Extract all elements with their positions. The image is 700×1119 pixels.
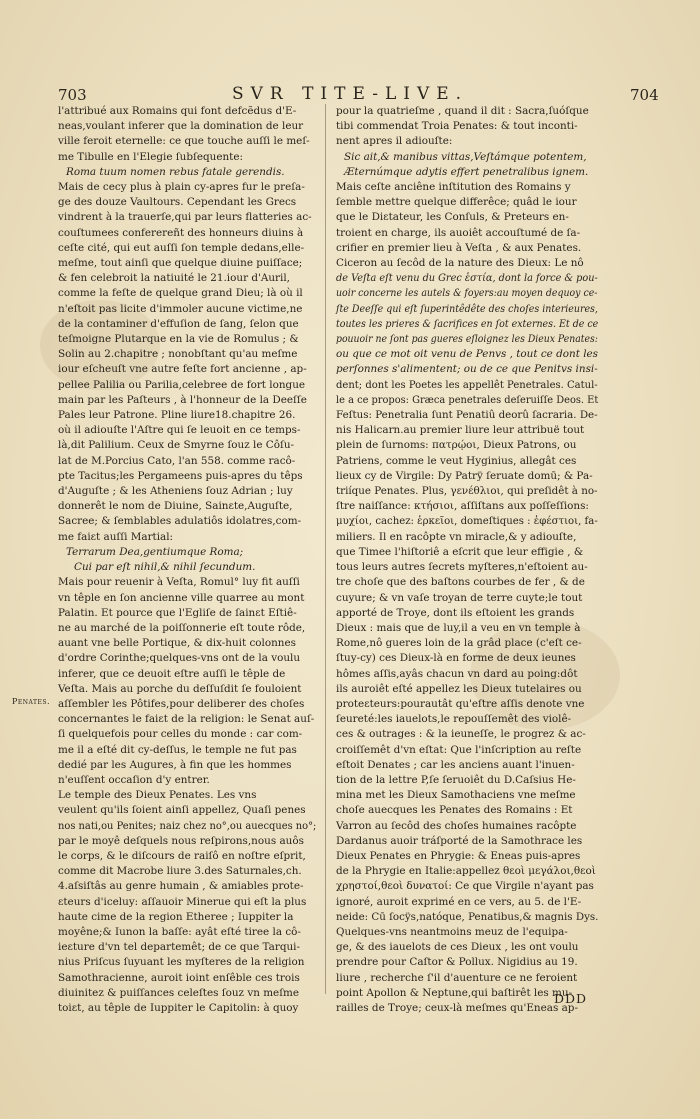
text-line: railles de Troye; ceux-là meſmes qu'Eneas ap- <box>336 1001 578 1014</box>
text-line: Ciceron au ſecôd de la nature des Dieux: Le nô <box>336 257 584 270</box>
text-line: Sacree; & ſemblables adulatiôs idolatres,com- <box>58 515 302 528</box>
text-line: & fen celebroit la natiuité le 21.iour d'Auril, <box>58 272 290 285</box>
text-line: Rome,nô gueres loin de la grâd place (c'eſt ce- <box>336 637 582 650</box>
text-line: cuyure; & vn vaſe troyan de terre cuyte;le tout <box>336 591 583 604</box>
text-line: μυχίοι, cachez: ἑρκεῖοι, domeſtiques : ἐφέστιοι, fa- <box>336 515 598 528</box>
text-line: me faiɛt auſſi Martial: <box>58 530 174 543</box>
text-line: Quelques-vns neantmoins meuz de l'equipa- <box>336 925 568 938</box>
text-line: ſtuy-cy) ces Dieux-là en forme de deux ieunes <box>336 652 576 665</box>
text-line: pellee Palilia ou Parilia,celebree de fort longue <box>58 378 306 391</box>
text-line: ignoré, auroit exprimé en ce vers, au 5. de l'E- <box>336 895 582 908</box>
text-line: χρηστοί,θεοὶ δυνατοί: Ce que Virgile n'ayant pas <box>336 880 594 893</box>
text-line: moyêne;& Iunon la baſſe: ayât eſté tiree la cô- <box>58 925 301 938</box>
text-line: miliers. Il en racôpte vn miracle,& y adiouſte, <box>336 530 577 543</box>
text-line: d'ordre Corinthe;quelques-vns ont de la voulu <box>58 652 301 665</box>
text-line: hômes aſſis,ayâs chacun vn dard au poing:dôt <box>336 667 578 680</box>
text-line: troient en charge, ils auoiêt accouſtumé de ſa- <box>336 226 581 239</box>
text-line: tion de la lettre P,ſe ſeruoiêt du D.Caſsius He- <box>336 773 576 786</box>
text-line: ſtre naiſſance: κτήσιοι, aſſiſtans aux poſſeſſions: <box>336 500 589 513</box>
text-line: point Apollon & Neptune,qui baſtirêt les mu- <box>336 986 573 999</box>
text-line: nius Priſcus ſuyuant les myſteres de la religion <box>58 956 305 969</box>
text-line: apporté de Troye, dont ils eſtoient les grands <box>336 606 575 619</box>
text-line: Dieux Penates en Phrygie: & Eneas puis-apres <box>336 849 581 862</box>
text-line: me il a eſté dit cy-deſſus, le temple ne fut pas <box>58 743 297 756</box>
text-line: dedié par les Augures, à fin que les hommes <box>58 758 292 771</box>
text-line: ge, & des iauelots de ces Dieux , les ont voulu <box>336 941 579 954</box>
text-line: neas,voulant inferer que la domination de leur <box>58 120 304 133</box>
text-line: iour eſcheuſt vne autre feſte fort ancienne , ap- <box>58 363 307 376</box>
text-line: Patriens, comme le veut Hyginius, allegât ces <box>336 454 577 467</box>
text-line: ces & outrages : & la ieuneſſe, le progrez & ac- <box>336 728 586 741</box>
text-line: tibi commendat Troia Penates: & tout inconti- <box>336 120 578 133</box>
text-line: l'attribué aux Romains qui font defcẽdus d'E- <box>58 105 297 117</box>
text-line: croiſſemêt d'vn eſtat: Que l'inſcription au reſte <box>336 743 582 756</box>
signature-mark: DDD <box>554 991 588 1006</box>
text-line: de Veſta eſt venu du Grec ἑστία, dont la force & pou- <box>336 272 598 285</box>
text-line: aſſembler les Pôtifes,pour deliberer des choſes <box>58 697 305 710</box>
text-line: comme dit Macrobe liure 3.des Saturnales,ch. <box>58 865 302 878</box>
text-line: vn têple en ſon ancienne ville quarree au mont <box>58 591 305 604</box>
text-line: ils auroiêt eſté appellez les Dieux tutelaires ou <box>336 682 582 695</box>
text-line: veulent qu'ils ſoient ainſi appellez, Quaſi penes <box>58 804 306 817</box>
text-line: de la Phrygie en Italie:appellez θεοὶ μεγάλοι,θεοὶ <box>336 865 596 878</box>
text-line: proteɛteurs:pourautât qu'eſtre aſſis denote vne <box>336 697 585 710</box>
text-line: comme la feſte de quelque grand Dieu; là où il <box>58 287 303 300</box>
text-line: Pales leur Patrone. Pline liure18.chapitre 26. <box>58 409 296 422</box>
text-line: là,dit Palilium. Ceux de Smyrne ſouz le Côſu- <box>58 439 295 452</box>
text-line: par le moyê deſquels nous reſpirons,nous auôs <box>58 834 304 847</box>
column-divider <box>325 104 326 994</box>
text-line: ne au marché de la poiſſonnerie eſt toute rôde, <box>58 621 306 634</box>
text-line: inferer, que ce deuoit eſtre auſſi le têple de <box>58 667 286 680</box>
margin-note: Penates. <box>12 697 51 706</box>
text-line: crifier en premier lieu à Veſta , & aux Penates. <box>336 241 582 254</box>
text-line: tous leurs autres ſecrets myſteres,n'eſtoient au- <box>336 561 588 574</box>
text-line: ſeureté:les iauelots,le repouſſemêt des violê- <box>336 713 572 726</box>
text-line: ieɛture d'vn tel departemêt; de ce que Tarqui- <box>58 941 301 954</box>
text-line: plein de ſurnoms: πατρῴοι, Dieux Patrons, ou <box>336 439 577 452</box>
text-line: Mais pour reuenir à Veſta, Romul° luy fit auſſi <box>58 576 300 589</box>
text-line: Dieux : mais que de luy,il a veu en vn temple à <box>336 621 581 634</box>
text-line: lat de M.Porcius Cato, l'an 558. comme racô- <box>58 454 296 467</box>
text-line: lieux cy de Virgile: Dy Patrÿ ſeruate domū; & Pa- <box>336 469 593 482</box>
text-line: le a ce propos: Græca penetrales deſeruiſſe Deos. Et <box>336 393 599 406</box>
text-line: mina met les Dieux Samothaciens vne meſme <box>336 789 576 802</box>
text-line: que le Diɛtateur, les Conſuls, & Preteurs en- <box>336 211 569 224</box>
text-line: de la contaminer d'effuſion de ſang, ſelon que <box>58 317 299 330</box>
text-line: uoir concerne les autels & foyers:au moyen dequoy ce- <box>336 287 598 300</box>
text-line: diuinitez & puiſſances celeſtes ſouz vn meſme <box>58 986 300 999</box>
text-line: ſemble mettre quelque differêce; quâd le iour <box>336 196 577 209</box>
verse-line: Æternúmque adytis effert penetralibus ignem. <box>344 165 589 178</box>
text-line: tre choſe que des baſtons courbes de fer , & de <box>336 576 585 589</box>
verse-line: Terrarum Dea,gentiumque Roma; <box>66 545 244 558</box>
text-line: Solin au 2.chapitre ; nonobſtant qu'au meſme <box>58 348 298 361</box>
text-line: pour la quatrieſme , quand il dit : Sacra,ſuóſque <box>336 105 589 117</box>
text-line: toiɛt, au têple de Iuppiter le Capitolin: à quoy <box>58 1001 299 1014</box>
text-line: pte Tacitus;les Pergameens puis-apres du têps <box>58 469 303 482</box>
text-line: concernantes le faiɛt de la religion: le Senat auſ- <box>58 713 315 726</box>
text-line: donnerêt le nom de Diuine, Sainɛte,Auguſte, <box>58 500 293 513</box>
text-line: Varron au ſecôd des choſes humaines racôpte <box>336 819 577 832</box>
verse-line: Cui par eſt nihil,& nihil ſecundum. <box>74 561 256 574</box>
text-line: me Tibulle en l'Elegie ſubſequente: <box>58 150 244 163</box>
text-line: haute cime de la region Etheree ; Iuppiter la <box>58 910 294 923</box>
text-line: Feſtus: Penetralia ſunt Penatiû deorû ſacraria. De- <box>336 409 598 422</box>
left-column <box>58 104 317 1014</box>
text-line: ceſte cité, qui eut auſſi ſon temple dedans,elle- <box>58 241 305 254</box>
text-line: ɛteurs d'iceluy: aſſauoir Minerue qui eſt la plus <box>58 895 307 908</box>
text-line: nos nati,ou Penites; naiz chez no°,ou auecques no°; <box>58 819 317 832</box>
text-line: Dardanus auoir tráſporté de la Samothrace les <box>336 834 583 847</box>
text-line: 4.aſsiſtâs au genre humain , & amiables prote- <box>58 880 304 893</box>
text-line: ge des douze Vaultours. Cependant les Grecs <box>58 196 297 209</box>
text-line: teſmoigne Plutarque en la vie de Romulus ; & <box>58 333 299 346</box>
text-line: triíque Penates. Plus, γενέθλιοι, qui preſidêt à no- <box>336 485 598 498</box>
text-line: ville feroit eternelle: ce que touche auſſi le meſ- <box>58 135 310 148</box>
text-line: vindrent à la trauerſe,qui par leurs flatteries ac- <box>58 211 312 224</box>
text-line: perſonnes s'alimentent; ou de ce que Penitvs insi- <box>336 363 598 376</box>
text-line: meſme, tout ainſi que quelque diuine puiſſace; <box>58 257 303 270</box>
text-line: main par les Paſteurs , à l'honneur de la Deeſſe <box>58 393 307 406</box>
text-line: Palatin. Et pource que l'Egliſe de ſainɛt Eſtiê- <box>58 606 297 619</box>
text-line: où il adiouſte l'Aſtre qui ſe leuoit en ce temps- <box>58 424 301 437</box>
text-line: prendre pour Caſtor & Pollux. Nigidius au 19. <box>336 956 578 969</box>
text-line: neide: Cū ſocÿs,natóque, Penatibus,& magnis Dys. <box>336 910 599 923</box>
page-number-right: 704 <box>630 86 659 104</box>
verse-line: Sic ait,& manibus vittas,Veſtámque potentem, <box>344 150 587 163</box>
text-line: ou que ce mot oit venu de Penvs , tout ce dont les <box>336 348 599 361</box>
text-line: Samothracienne, auroit ioint enſêble ces trois <box>58 971 300 984</box>
text-line: liure , recherche ſ'il d'auenture ce ne feroient <box>336 971 578 984</box>
text-line: choſe auecques les Penates des Romains : Et <box>336 804 573 817</box>
verse-line: Roma tuum nomen rebus fatale gerendis. <box>66 165 285 178</box>
text-line: toutes les prieres & ſacrifices en ſot externes. Et de ce <box>336 317 599 330</box>
text-line: pouuoir ne ſont pas gueres eſloignez les Dieux Penates: <box>336 333 598 346</box>
text-line: n'eſtoit pas licite d'immoler aucune victime,ne <box>58 302 303 315</box>
text-line: auant vne belle Portique, & dix-huit colonnes <box>58 637 296 650</box>
text-line: que Timee l'hiſtoriê a eſcrit que leur effigie , & <box>336 545 584 558</box>
text-line: ſi quelquefois pour celles du monde : car com- <box>58 728 303 741</box>
text-line: couſtumees conferereñt des honneurs diuins à <box>58 226 304 239</box>
text-line: n'euſſent occaſion d'y entrer. <box>58 773 210 786</box>
text-line: le corps, & le diſcours de raiſô en noſtre eſprit, <box>58 849 306 862</box>
text-line: Veſta. Mais au porche du deſſuſdit ſe fouloient <box>58 682 302 695</box>
text-line: Le temple des Dieux Penates. Les vns <box>58 789 257 802</box>
text-line: dent; dont les Poetes les appellêt Penetrales. Catul- <box>336 378 598 391</box>
text-line: ſte Deeſſe qui eſt ſuperintêdête des choſes interieures, <box>336 302 598 315</box>
text-line: Mais de cecy plus à plain cy-apres fur le preſa- <box>58 181 305 194</box>
text-line: nis Halicarn.au premier liure leur attribuë tout <box>336 424 585 437</box>
text-line: eſtoit Denates ; car les anciens auant l'inuen- <box>336 758 575 771</box>
text-line: nent apres il adiouſte: <box>336 135 453 148</box>
text-line: d'Auguſte ; & les Atheniens ſouz Adrian ; luy <box>58 485 293 498</box>
text-line: Mais ceſte anciêne inſtitution des Romains y <box>336 181 571 194</box>
running-title: SVR TITE-LIVE. <box>231 84 469 104</box>
page-number-left: 703 <box>58 86 87 104</box>
running-head <box>0 86 700 106</box>
